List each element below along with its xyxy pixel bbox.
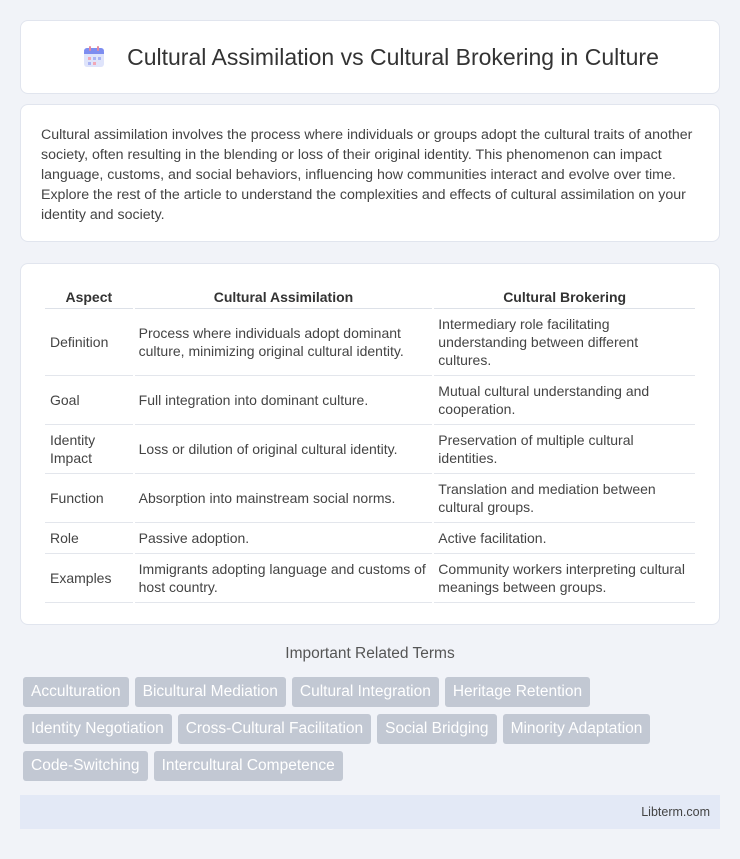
table-row bbox=[45, 474, 695, 523]
related-term-tag[interactable]: Identity Negotiation bbox=[23, 714, 172, 744]
row-brokering: Mutual cultural understanding and cooperation. bbox=[434, 376, 695, 425]
footer bbox=[20, 795, 720, 829]
related-term-tag[interactable]: Heritage Retention bbox=[445, 677, 590, 707]
related-term-tag[interactable]: Cross-Cultural Facilitation bbox=[178, 714, 371, 744]
footer-site-link[interactable]: Libterm.com bbox=[641, 805, 710, 819]
related-term-tag[interactable]: Acculturation bbox=[23, 677, 129, 707]
row-assimilation: Process where individuals adopt dominant culture, minimizing original cultural identity. bbox=[135, 309, 433, 376]
row-aspect: Goal bbox=[45, 376, 133, 425]
row-brokering: Community workers interpreting cultural meanings between groups. bbox=[434, 554, 695, 603]
row-brokering: Preservation of multiple cultural identities. bbox=[434, 425, 695, 474]
row-aspect: Definition bbox=[45, 309, 133, 376]
related-term-tag[interactable]: Social Bridging bbox=[377, 714, 496, 744]
table-row bbox=[45, 376, 695, 425]
intro-card bbox=[20, 104, 720, 242]
comparison-table bbox=[43, 284, 697, 603]
related-terms-list bbox=[23, 677, 723, 781]
row-brokering: Intermediary role facilitating understanding between different cultures. bbox=[434, 309, 695, 376]
header-cultural-brokering: Cultural Brokering bbox=[434, 284, 695, 309]
table-row bbox=[45, 554, 695, 603]
related-term-tag[interactable]: Intercultural Competence bbox=[154, 751, 343, 781]
table-row bbox=[45, 523, 695, 554]
row-assimilation: Loss or dilution of original cultural identity. bbox=[135, 425, 433, 474]
related-term-tag[interactable]: Code-Switching bbox=[23, 751, 148, 781]
row-aspect: Function bbox=[45, 474, 133, 523]
row-aspect: Role bbox=[45, 523, 133, 554]
page-title: Cultural Assimilation vs Cultural Brokering in Culture bbox=[127, 43, 659, 70]
related-term-tag[interactable]: Minority Adaptation bbox=[503, 714, 651, 744]
row-aspect: Examples bbox=[45, 554, 133, 603]
header-aspect: Aspect bbox=[45, 284, 133, 309]
table-row bbox=[45, 425, 695, 474]
row-aspect: Identity Impact bbox=[45, 425, 133, 474]
row-brokering: Translation and mediation between cultural groups. bbox=[434, 474, 695, 523]
table-row bbox=[45, 309, 695, 376]
related-terms-heading: Important Related Terms bbox=[285, 645, 455, 662]
related-term-tag[interactable]: Bicultural Mediation bbox=[135, 677, 286, 707]
row-assimilation: Absorption into mainstream social norms. bbox=[135, 474, 433, 523]
header-cultural-assimilation: Cultural Assimilation bbox=[135, 284, 433, 309]
title-card bbox=[20, 20, 720, 94]
calendar-icon bbox=[81, 44, 107, 70]
row-assimilation: Passive adoption. bbox=[135, 523, 433, 554]
comparison-table-card bbox=[20, 263, 720, 625]
row-assimilation: Immigrants adopting language and customs of host country. bbox=[135, 554, 433, 603]
row-brokering: Active facilitation. bbox=[434, 523, 695, 554]
related-term-tag[interactable]: Cultural Integration bbox=[292, 677, 439, 707]
table-header-row bbox=[45, 284, 695, 309]
intro-text: Cultural assimilation involves the process where individuals or groups adopt the cultural traits of another society, often resulting in the blending or loss of their original identity. This phenomenon can impact language, customs, and social behaviors, influencing how communities interact and evolve over time. Explore the rest of the article to understand the complexities and effects of cultural assimilation on your identity and society. bbox=[41, 127, 693, 223]
row-assimilation: Full integration into dominant culture. bbox=[135, 376, 433, 425]
